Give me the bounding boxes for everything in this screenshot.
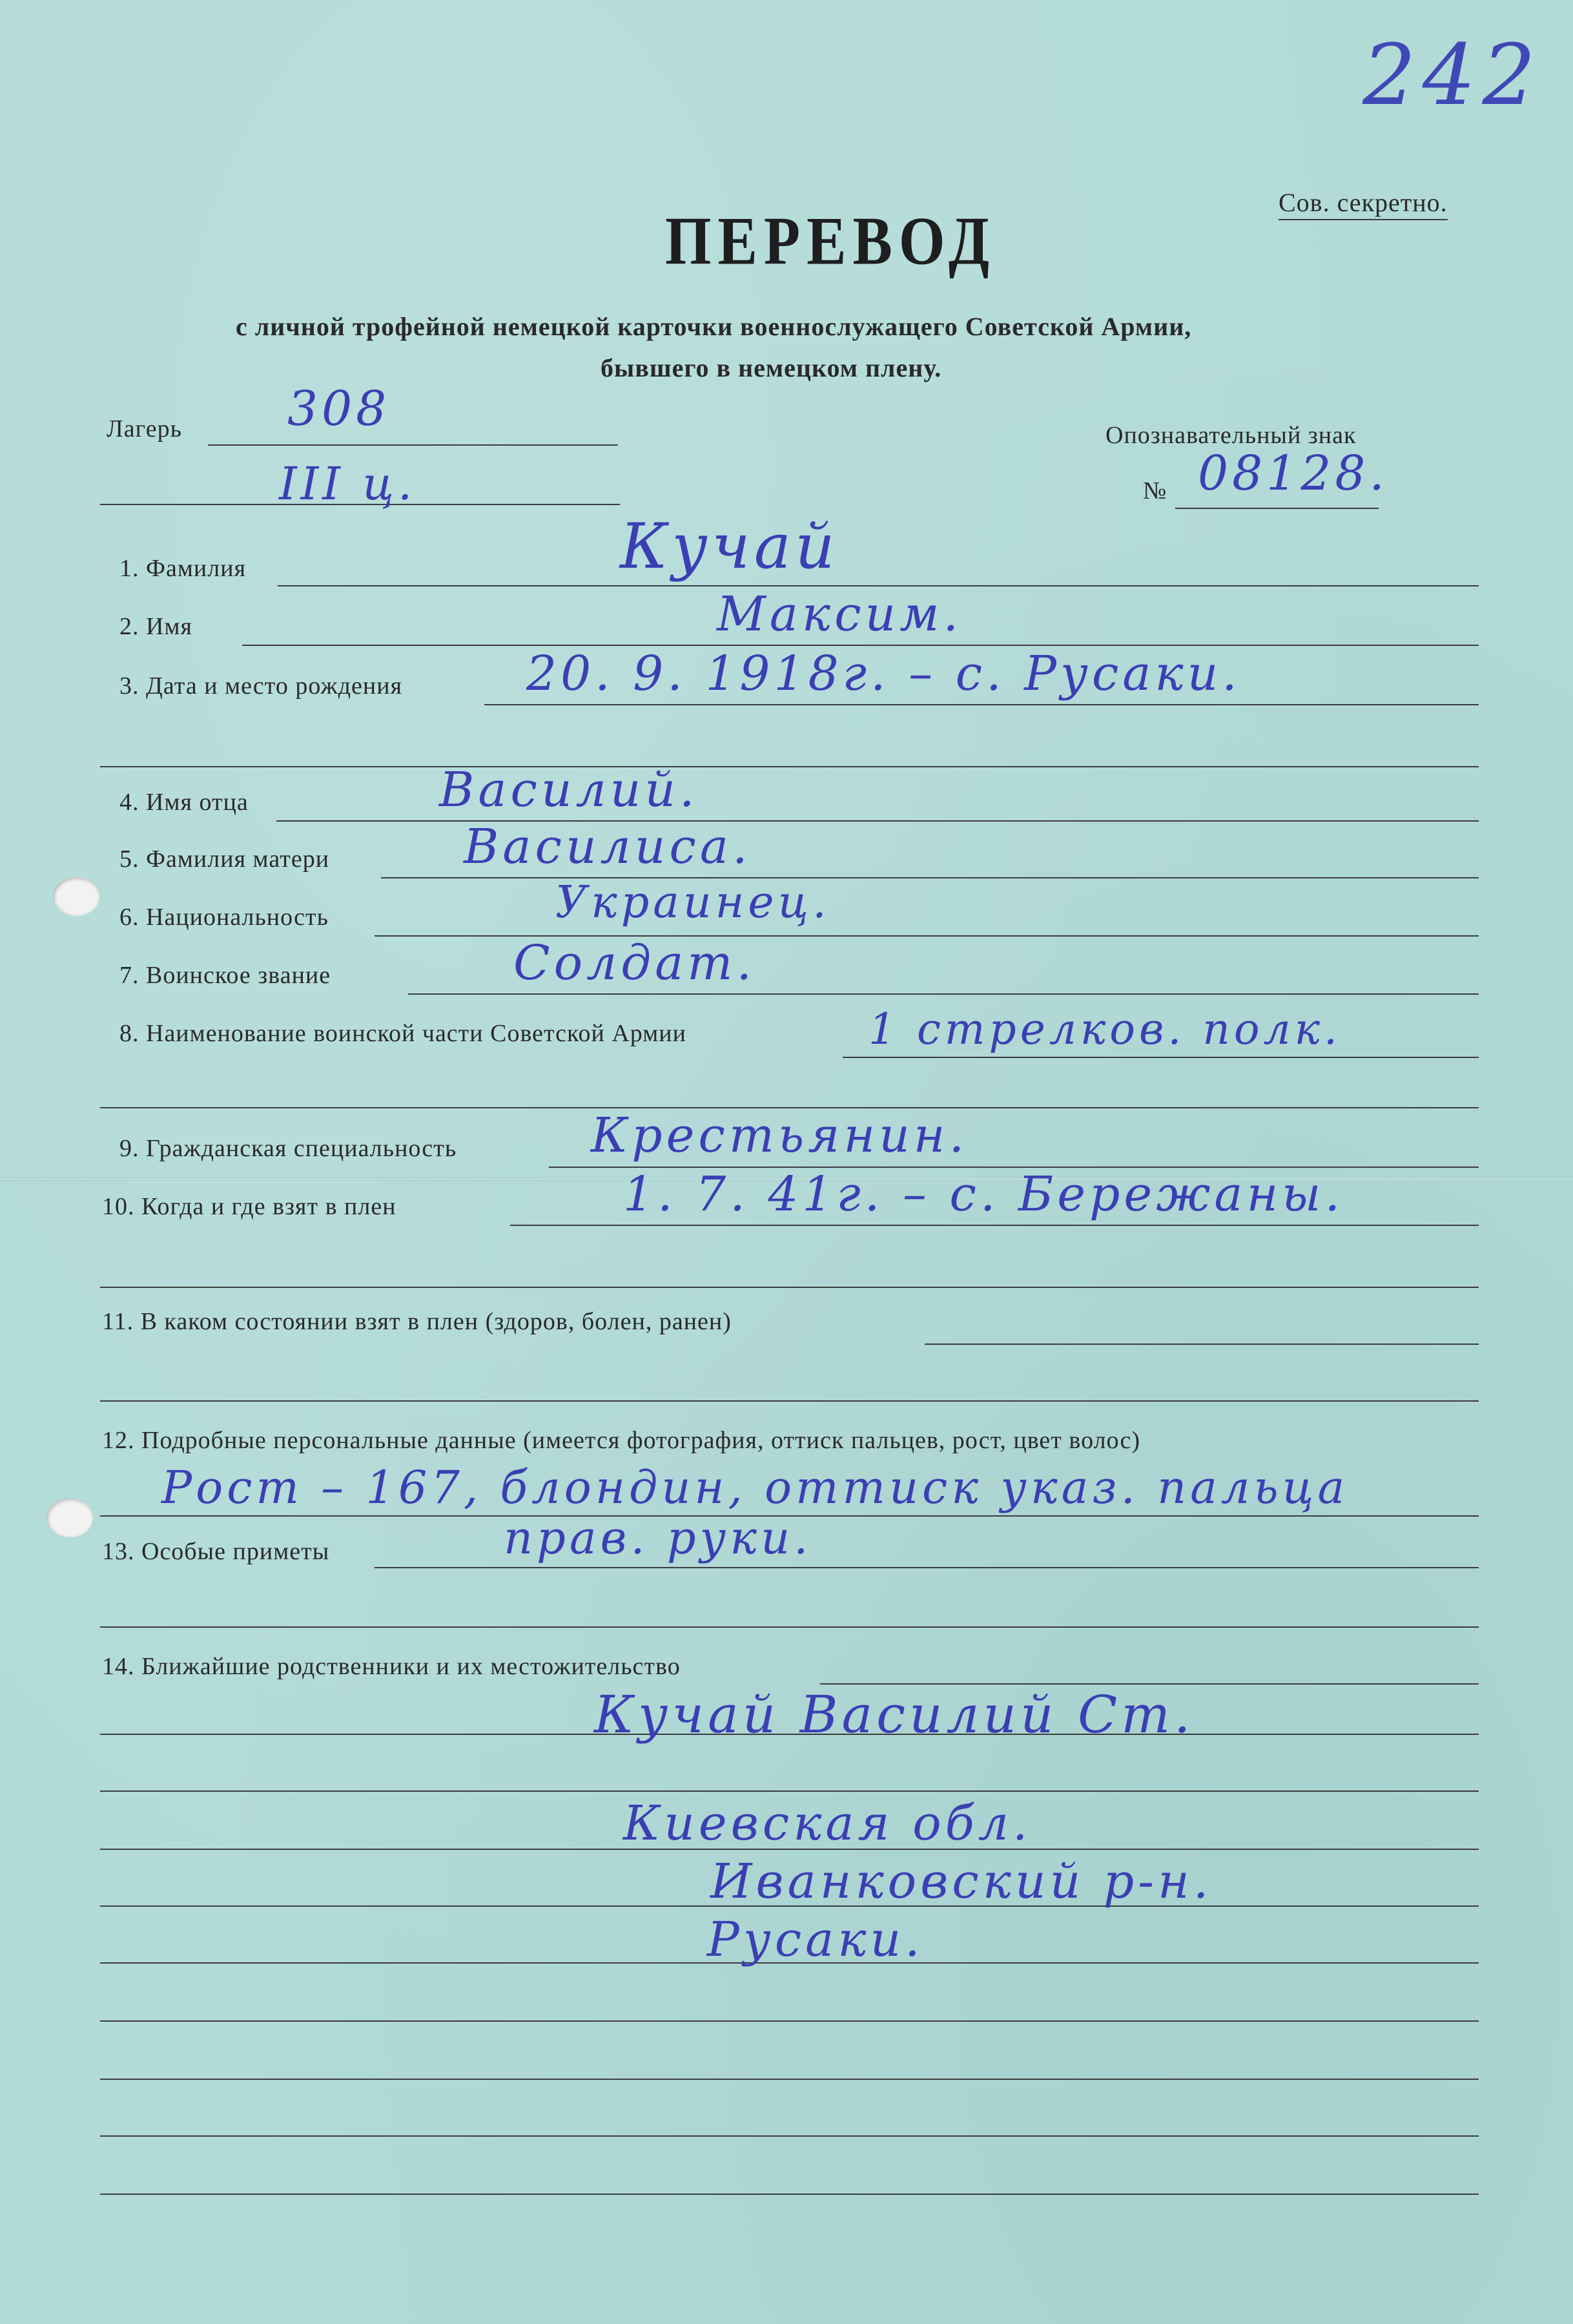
field-11-label: 11. В каком состоянии взят в плен (здоров, болен, ранен) (102, 1308, 732, 1335)
field-10-label: 10. Когда и где взят в плен (102, 1193, 396, 1220)
field-6-value: Украинец. (555, 877, 830, 928)
relatives-address-line-1: Киевская обл. (623, 1796, 1032, 1851)
relatives-address-line-2: Иванковский р-н. (710, 1854, 1213, 1909)
field-14-value: Кучай Василий Ст. (594, 1685, 1195, 1745)
field-8-label: 8. Наименование воинской части Советской Армии (119, 1020, 686, 1047)
field-12-label: 12. Подробные персональные данные (имеется фотография, оттиск пальцев, рост, цвет волос) (102, 1427, 1140, 1454)
field-14-label: 14. Ближайшие родственники и их местожительство (102, 1653, 681, 1680)
field-8-value: 1 стрелков. полк. (869, 1004, 1342, 1054)
relatives-address-line-3: Русаки. (707, 1912, 924, 1967)
field-2-value: Максим. (717, 586, 963, 642)
field-3-label: 3. Дата и место рождения (119, 672, 403, 700)
field-1-label: 1. Фамилия (119, 555, 247, 582)
page-title: ПЕРЕВОД (665, 203, 996, 279)
subtitle-line-1: с личной трофейной немецкой карточки военнослужащего Советской Армии, (236, 312, 1192, 341)
field-7-label: 7. Воинское звание (119, 962, 331, 989)
field-4-value: Василий. (439, 762, 699, 818)
camp-label: Лагерь (107, 415, 182, 442)
field-1-value: Кучай (620, 510, 839, 583)
id-tag-number-sign: № (1143, 477, 1167, 504)
field-9-label: 9. Гражданская специальность (119, 1135, 457, 1162)
field-5-value: Василиса. (464, 819, 752, 875)
field-3-value: 20. 9. 1918г. – с. Русаки. (526, 646, 1241, 701)
field-7-value: Солдат. (513, 935, 756, 991)
page-number: 242 (1362, 26, 1543, 124)
field-12-value: Рост – 167, блондин, оттиск указ. пальца (161, 1461, 1349, 1514)
classification-stamp: Сов. секретно. (1279, 187, 1448, 220)
camp-subunit: III ц. (279, 457, 416, 510)
field-13-value: прав. руки. (504, 1511, 812, 1564)
field-6-label: 6. Национальность (119, 904, 329, 931)
field-5-label: 5. Фамилия матери (119, 846, 330, 873)
punch-hole (53, 877, 99, 916)
field-2-label: 2. Имя (119, 613, 192, 640)
punch-hole (46, 1499, 93, 1537)
field-9-value: Крестьянин. (591, 1108, 968, 1163)
subtitle-line-2: бывшего в немецком плену. (601, 353, 942, 382)
camp-value: 308 (287, 381, 391, 437)
field-10-value: 1. 7. 41г. – с. Бережаны. (623, 1167, 1344, 1222)
id-tag-value: 08128. (1198, 446, 1388, 501)
field-13-label: 13. Особые приметы (102, 1538, 330, 1565)
id-tag-label: Опознавательный знак (1105, 422, 1357, 449)
field-4-label: 4. Имя отца (119, 789, 249, 816)
